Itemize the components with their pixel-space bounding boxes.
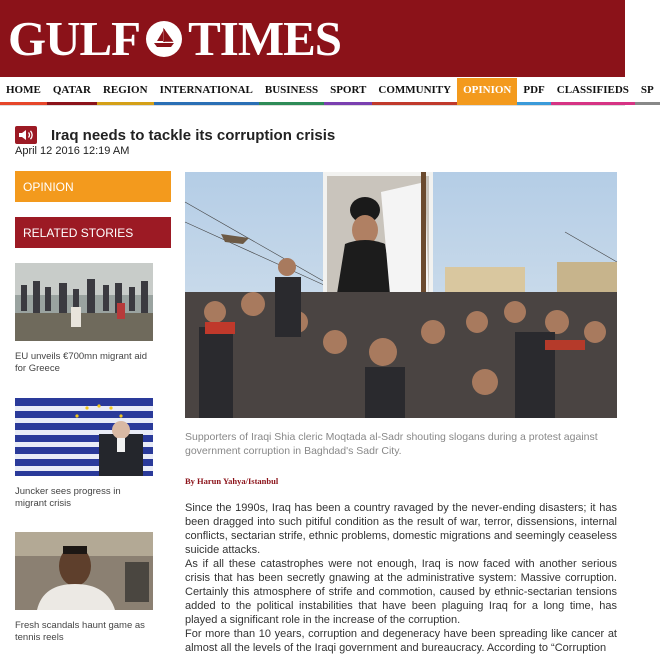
headline-row bbox=[15, 124, 335, 146]
article-photo bbox=[185, 172, 617, 418]
speaker-icon[interactable] bbox=[15, 126, 37, 144]
related-story[interactable] bbox=[15, 263, 153, 375]
logo-text-gulf: GULF bbox=[8, 10, 141, 66]
masthead bbox=[0, 0, 625, 77]
nav-item-classifieds[interactable]: CLASSIFIEDS bbox=[551, 78, 635, 105]
related-story-thumbnail[interactable] bbox=[15, 398, 153, 476]
article-body bbox=[185, 501, 617, 655]
nav-item-home[interactable]: HOME bbox=[0, 78, 47, 105]
nav-item-region[interactable]: REGION bbox=[97, 78, 154, 105]
nav-item-sp[interactable]: SP bbox=[635, 78, 660, 105]
related-story-caption[interactable]: Fresh scandals haunt game as tennis reels bbox=[15, 620, 145, 643]
opinion-section-label: OPINION bbox=[23, 179, 74, 194]
article-paragraph: For more than 10 years, corruption and degeneracy have been spreading like cancer at almost all the levels of the Iraqi government and bureaucracy. According to “Corruption bbox=[185, 628, 617, 654]
related-story-thumbnail[interactable] bbox=[15, 532, 153, 610]
article-byline: By Harun Yahya/Istanbul bbox=[185, 476, 279, 486]
photo-caption: Supporters of Iraqi Shia cleric Moqtada al-Sadr shouting slogans during a protest against government corruption in Baghdad's Sadr City. bbox=[185, 431, 598, 457]
nav-item-pdf[interactable]: PDF bbox=[517, 78, 550, 105]
related-story-thumbnail[interactable] bbox=[15, 263, 153, 341]
nav-item-sport[interactable]: SPORT bbox=[324, 78, 372, 105]
article-title: Iraq needs to tackle its corruption crisis bbox=[51, 126, 336, 144]
nav-item-international[interactable]: INTERNATIONAL bbox=[154, 78, 259, 105]
nav-item-business[interactable]: BUSINESS bbox=[259, 78, 324, 105]
main-nav bbox=[0, 78, 654, 106]
nav-item-opinion[interactable]: OPINION bbox=[457, 78, 517, 105]
site-logo[interactable] bbox=[8, 10, 341, 66]
related-story-caption[interactable]: EU unveils €700mn migrant aid for Greece bbox=[15, 351, 148, 374]
opinion-section-box[interactable] bbox=[15, 171, 171, 202]
related-stories-label: RELATED STORIES bbox=[23, 225, 134, 240]
related-story[interactable] bbox=[15, 532, 153, 644]
article-paragraph: Since the 1990s, Iraq has been a country ravaged by the never-ending disasters; it has been dragged into such pitiful condition as the result of war, terror, dissensions, internal conflicts, sectarian strife, ethnic problems, domestic migrations and seemingly ceaseless suicide attacks. bbox=[185, 502, 617, 556]
logo-text-times: TIMES bbox=[188, 10, 342, 66]
article-date: April 12 2016 12:19 AM bbox=[15, 145, 130, 157]
related-stories-box bbox=[15, 217, 171, 248]
nav-item-qatar[interactable]: QATAR bbox=[47, 78, 97, 105]
related-story[interactable] bbox=[15, 398, 153, 510]
logo-globe-icon bbox=[146, 21, 182, 57]
nav-item-community[interactable]: COMMUNITY bbox=[372, 78, 457, 105]
article-paragraph: As if all these catastrophes were not enough, Iraq is now faced with another serious crisis that has been secretly gnawing at the administrative system: Massive corruption. Certainly this atmosphere of strife and commotion, caused by ethnic-sectarian tensions added to the political instabilities that have been plaguing Iraq for a long time, has played a significant role in the increase of the corruption. bbox=[185, 558, 617, 626]
related-story-caption[interactable]: Juncker sees progress in migrant crisis bbox=[15, 486, 121, 509]
